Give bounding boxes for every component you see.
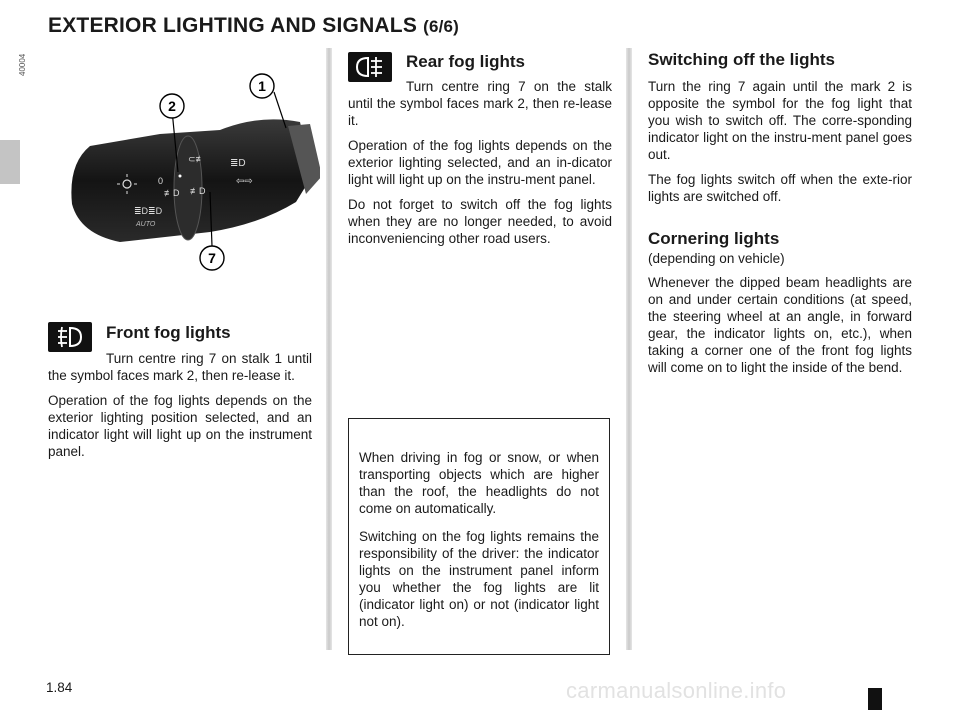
column-separator-2 bbox=[626, 48, 632, 650]
bookmark-marker bbox=[868, 688, 882, 710]
switching-off-para2: The fog lights switch off when the exte-rior lights are switched off. bbox=[648, 172, 912, 204]
column-separator-1 bbox=[326, 48, 332, 650]
front-fog-para1: Turn centre ring 7 on stalk 1 until the symbol faces mark 2, then re-lease it. bbox=[48, 351, 312, 383]
stalk-auto-label: AUTO bbox=[136, 221, 156, 228]
title-main: EXTERIOR LIGHTING AND SIGNALS bbox=[48, 14, 418, 37]
front-fog-heading: Front fog lights bbox=[106, 323, 231, 342]
rear-fog-para1: Turn centre ring 7 on the stalk until the symbol faces mark 2, then re-lease it. bbox=[348, 79, 612, 128]
callout-1-label: 1 bbox=[258, 78, 266, 94]
chapter-tab bbox=[0, 140, 20, 184]
rear-fog-para3: Do not forget to switch off the fog lights when they are no longer needed, to avoid inconveniencing other road users. bbox=[348, 197, 612, 246]
stalk-illustration bbox=[60, 64, 320, 284]
note-para2: Switching on the fog lights remains the responsibility of the driver: the indicator lights on the instrument panel inform you whether the fog lights are lit (indicator light on) or not (indicator light not on). bbox=[359, 529, 599, 629]
rear-fog-heading: Rear fog lights bbox=[406, 52, 526, 71]
mark-dot bbox=[179, 175, 182, 178]
note-para1: When driving in fog or snow, or when transporting objects which are higher than the roof, the headlights do not come on automatically. bbox=[359, 450, 599, 516]
watermark: carmanualsonline.info bbox=[566, 678, 787, 703]
figure-code: 40004 bbox=[18, 53, 27, 76]
rear-fog-para2: Operation of the fog lights depends on the exterior lighting selected, and an in-dicator light will light up on the instru-ment panel. bbox=[348, 138, 612, 187]
switching-off-para1: Turn the ring 7 again until the mark 2 is opposite the symbol for the fog light that you wish to switch off. The corre-sponding indicator light on the instru-ment panel goes out. bbox=[648, 79, 912, 162]
page-title bbox=[48, 14, 459, 38]
switching-off-heading: Switching off the lights bbox=[648, 50, 835, 69]
cornering-subheading: (depending on vehicle) bbox=[648, 251, 785, 266]
front-fog-mini-icon: ≢D bbox=[164, 188, 180, 198]
callout-2-label: 2 bbox=[168, 98, 176, 114]
dipped-icon: ≣D≣D bbox=[134, 206, 163, 216]
front-fog-stalk-icon: ≢D bbox=[190, 186, 206, 196]
page-number: 1.84 bbox=[46, 680, 73, 695]
rear-fog-mini-icon: ⊂≢ bbox=[188, 154, 205, 164]
title-part: (6/6) bbox=[423, 17, 460, 36]
front-fog-para2: Operation of the fog lights depends on the exterior lighting position selected, and an indicator light will light up on the instrument panel. bbox=[48, 393, 312, 459]
cornering-para1: Whenever the dipped beam headlights are on and under certain conditions (at speed, the steering wheel at an angle, in forward gear, the indicator lights on, etc.), when taking a corner one of the front fog lights will come on to light the inside of the bend. bbox=[648, 275, 912, 375]
cornering-heading: Cornering lights bbox=[648, 229, 780, 248]
indicator-arrows-icon: ⇦⇨ bbox=[236, 176, 253, 187]
callout-7-label: 7 bbox=[208, 250, 216, 266]
main-beam-icon: ≣D bbox=[230, 158, 246, 169]
warning-note-box bbox=[348, 418, 610, 655]
zero-mark: 0 bbox=[158, 176, 164, 186]
